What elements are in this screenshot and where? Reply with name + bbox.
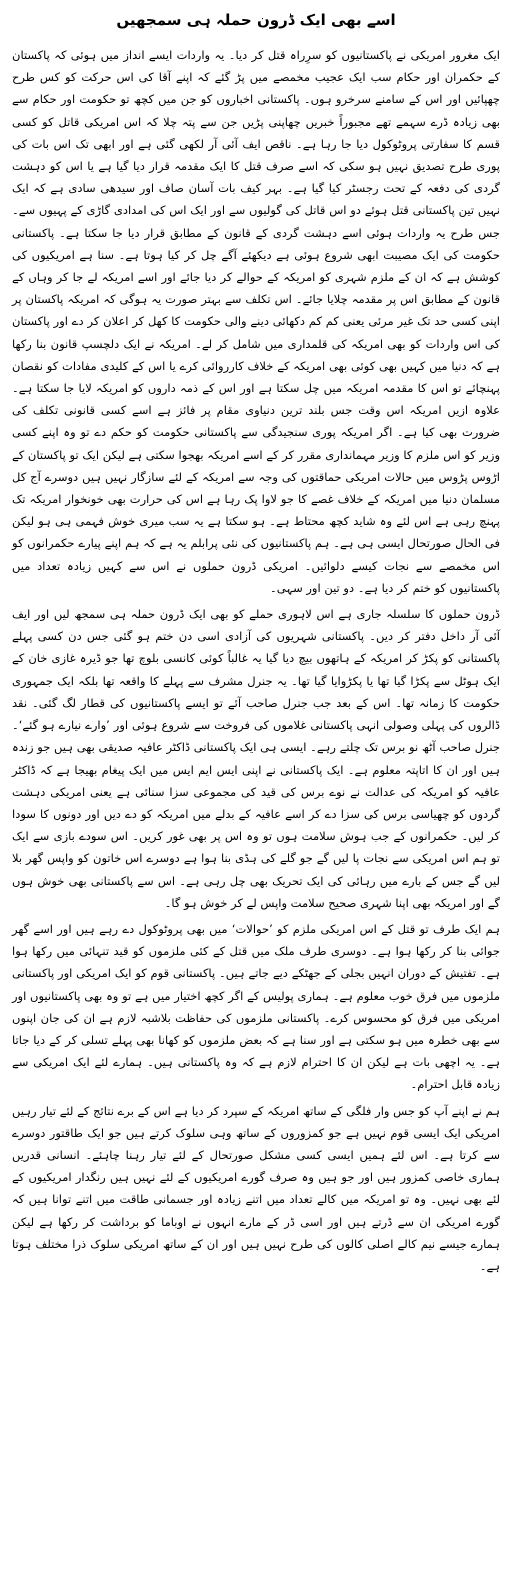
article-paragraph: ہم ایک طرف تو قتل کے اس امریکی ملزم کو ’حوالات‘ میں بھی پروٹوکول دے رہے ہیں اور اسے گھر جوائی بنا کر رکھا ہوا ہے۔ دوسری طرف ملک میں قتل کے کئی ملزموں کو قید تنہائی میں رکھا ہوا ہے۔ تفتیش کے دوران انہیں بجلی کے جھٹکے دیے جاتے ہیں۔ پاکستانی قوم کو ایک امریکی اور پاکستانی ملزموں میں فرق خوب معلوم ہے۔ ہماری پولیس کے اگر کچھ اختیار میں ہے تو وہ بھی پاکستانیوں اور امریکی میں فرق کو محسوس کرے۔ پاکستانی ملزموں کی حفاظت بلاشبہ لازم ہے ان کی جان اپنوں سے بھی خطرہ میں ہو سکتی ہے اور سنا ہے کہ بعض ملزموں کو کھانا بھی پہلے تسلی کر کے دیا جاتا ہے۔ یہ اچھی بات ہے لیکن ان کا احترام لازم ہے کہ وہ پاکستانی ہیں۔ ہمارے لئے ایک امریکی سے زیادہ قابل احترام۔	[12, 921, 500, 1092]
article-title: اسے بھی ایک ڈرون حملہ ہی سمجھیں	[116, 11, 396, 29]
article-paragraph: ہم نے اپنے آپ کو جس وار فلگی کے ساتھ امریکہ کے سپرد کر دیا ہے اس کے برے نتائج کے لئے تیار رہیں امریکی ایک ایسی قوم نہیں ہے جو کمزوروں کے ساتھ وہی سلوک کرتے ہیں جو ایک طاقتور دوسرے سے کرتا ہے۔ اس لئے ہمیں ایسی کسی مشکل صورتحال کے لئے تیار رہنا چاہئے۔ انسانی قدریں ہماری خاصی کمزور ہیں اور جو ہیں وہ صرف گورے امریکیوں کے لئے نہیں ہیں رنگدار امریکیوں کے لئے بھی نہیں۔ وہ تو امریکہ میں کالے تعداد میں اتنے زیادہ اور جسمانی طاقت میں اتنے توانا ہیں کہ گورے امریکی ان سے ڈرتے ہیں اور اسی ڈر کے مارے انہوں نے اوباما کو برداشت کر رکھا ہے لیکن ہمارے جیسے نیم کالے اصلی کالوں کی طرح نہیں ہیں اور ان کے ساتھ امریکی سلوک ذرا مختلف ہوتا ہے۔	[12, 1103, 500, 1273]
article-paragraph: ایک مغرور امریکی نے پاکستانیوں کو سرِراہ قتل کر دیا۔ یہ واردات ایسے انداز میں ہوئی کہ پاکستان کے حکمران اور حکام سب ایک عجیب مخمصے میں پڑ گئے کہ اپنے آقا کی اس حرکت کو کس طرح چھپائیں اور اس کے سامنے سرخرو ہوں۔ پاکستانی اخباروں کو جن میں کچھ تو حکومت اور حکام سے بھی زیادہ ڈرے سہمے تھے مجبوراً خبریں چھاپنی پڑیں جن سے پتہ چلا کہ اس امریکی قاتل کو کسی قسم کا سفارتی پروٹوکول دیا جا رہا ہے۔ ناقص ایف آئی آر لکھی گئی ہے اور ابھی تک اس بات کی پوری طرح تصدیق نہیں ہو سکی کہ اسے صرف قتل کا ایک مقدمہ قرار دیا گیا ہے یا اس کو دہشت گردی کی دفعہ کے تحت رجسٹر کیا گیا ہے۔ بہر کیف بات آسان صاف اور سیدھی سادی ہے کہ ایک نہیں تین پاکستانی قتل ہوئے دو اس قاتل کی گولیوں سے اور ایک اس کی امدادی گاڑی کے پہیوں سے۔ جس طرح یہ واردات ہوئی اسے دہشت گردی کے قانون کے مطابق قرار دیا جا سکتا ہے۔ پاکستانی حکومت کی ایک مصیبت ابھی شروع ہوئی ہے دیکھئے آگے چل کر کیا ہوتا ہے۔ سنا ہے امریکیوں کی کوشش ہے کہ ان کے ملزم شہری کو امریکہ کے حوالے کر دیا جائے اور اسے امریکہ لے جا کر وہاں کے قانون کے مطابق اس پر مقدمہ چلایا جائے۔ اس تکلف سے بہتر صورت یہ ہوگی کہ امریکہ پاکستان پر اپنی کسی حد تک غیر مرئی یعنی کم کم دکھائی دینے والی حکومت کا کھل کر اعلان کر دے اور پاکستان کی اس واردات کو بھی امریکہ کی قلمداری میں شامل کر لے۔ امریکہ نے ایک دلچسپ قانون بنا رکھا ہے کہ دنیا میں کہیں بھی کوئی بھی امریکہ کے خلاف کارروائی کرے یا اس کے کلیدی مفادات کو نقصان پہنچائے تو اس کا مقدمہ امریکہ میں چل سکتا ہے اور اس کے ذمہ داروں کو امریکہ لایا جا سکتا ہے۔ علاوہ ازیں امریکہ اس وقت جس بلند ترین دنیاوی مقام پر فائز ہے اسے کسی قانونی تکلف کی ضرورت بھی کیا ہے۔ اگر امریکہ پوری سنجیدگی سے پاکستانی حکومت کو حکم دے تو وہ اپنے کسی وزیر کو اس ملزم کا وزیر مہمانداری مقرر کر کے اسے امریکہ بھجوا سکتی ہے لیکن ایک تو پاکستان کے اڑوس پڑوس میں حالات امریکی حماقتوں کی وجہ سے امریکہ کے لئے سازگار نہیں ہیں دوسرے آج کل مسلمان دنیا میں امریکہ کے خلاف غصے کا جو لاوا پک رہا ہے اس کی حرارت بھی خونخوار امریکہ تک پہنچ رہی ہے اس لئے وہ شاید کچھ محتاط ہے۔ ہو سکتا ہے یہ سب میری خوش فہمی ہی ہو لیکن فی الحال صورتحال ایسی ہی ہے۔ ہم پاکستانیوں کی نئی پرابلم یہ ہے کہ ہم اپنے پیارے حکمرانوں کو اس مخمصے سے نجات کیسے دلوائیں۔ امریکی ڈرون حملوں نے اس سے کہیں زیادہ تعداد میں پاکستانیوں کو ختم کر دیا ہے۔ دو تین اور سہی۔	[12, 48, 500, 595]
article-paragraph: ڈرون حملوں کا سلسلہ جاری ہے اس لاہوری حملے کو بھی ایک ڈرون حملہ ہی سمجھ لیں اور ایف آئی آر داخل دفتر کر دیں۔ پاکستانی شہریوں کی آزادی اسی دن ختم ہو گئی جس دن کسی پہلے پاکستانی کو پکڑ کر امریکہ کے ہاتھوں بیچ دیا گیا یہ غالباً کوئی کانسی بلوچ تھا جو ڈیرہ غازی خان کے ایک ہوٹل سے پکڑا گیا تھا یا پکڑوایا گیا تھا۔ یہ جنرل مشرف سے پہلے کا واقعہ تھا بلکہ ایک جمہوری حکومت کا زمانہ تھا۔ اس کے بعد جب جنرل صاحب آئے تو ایسے پاکستانیوں کی قطار لگ گئی۔ نقد ڈالروں کی پہلی وصولی انہی پاکستانی غلاموں کی فروخت سے شروع ہوئی اور ’وارے نیارے ہو گئے‘۔ جنرل صاحب آٹھ نو برس تک چلتے رہے۔ ایسی ہی ایک پاکستانی ڈاکٹر عافیہ صدیقی بھی ہیں جو زندہ ہیں اور ان کا اتاپتہ معلوم ہے۔ ایک پاکستانی نے اپنی ایس ایم ایس میں ایک پیغام بھیجا ہے کہ ڈاکٹر عافیہ کو امریکہ کی عدالت نے نوے برس کی قید کی مجموعی سزا سنائی ہے یعنی امریکی دہشت گردوں کو چھیاسی برس کی سزا دے کر اسے عافیہ کے بدلے میں امریکہ کو دے دیں اور دونوں کا سودا کر لیں۔ حکمرانوں کے جب ہوش سلامت ہوں تو وہ اس پر بھی غور کریں۔ اس سودے بازی سے ایک تو ہم اس امریکی سے نجات پا لیں گے جو گلے کی ہڈی بنا ہوا ہے دوسرے اس خاتون کو واپس گھر بلا لیں گے جس کے بارے میں رہائی کی ایک تحریک بھی چل رہی ہے۔ اس سے پاکستانی بھی خوش ہوں گے اور امریکہ بھی اپنا شہری صحیح سلامت واپس لے کر خوش ہو گا۔	[12, 607, 500, 910]
